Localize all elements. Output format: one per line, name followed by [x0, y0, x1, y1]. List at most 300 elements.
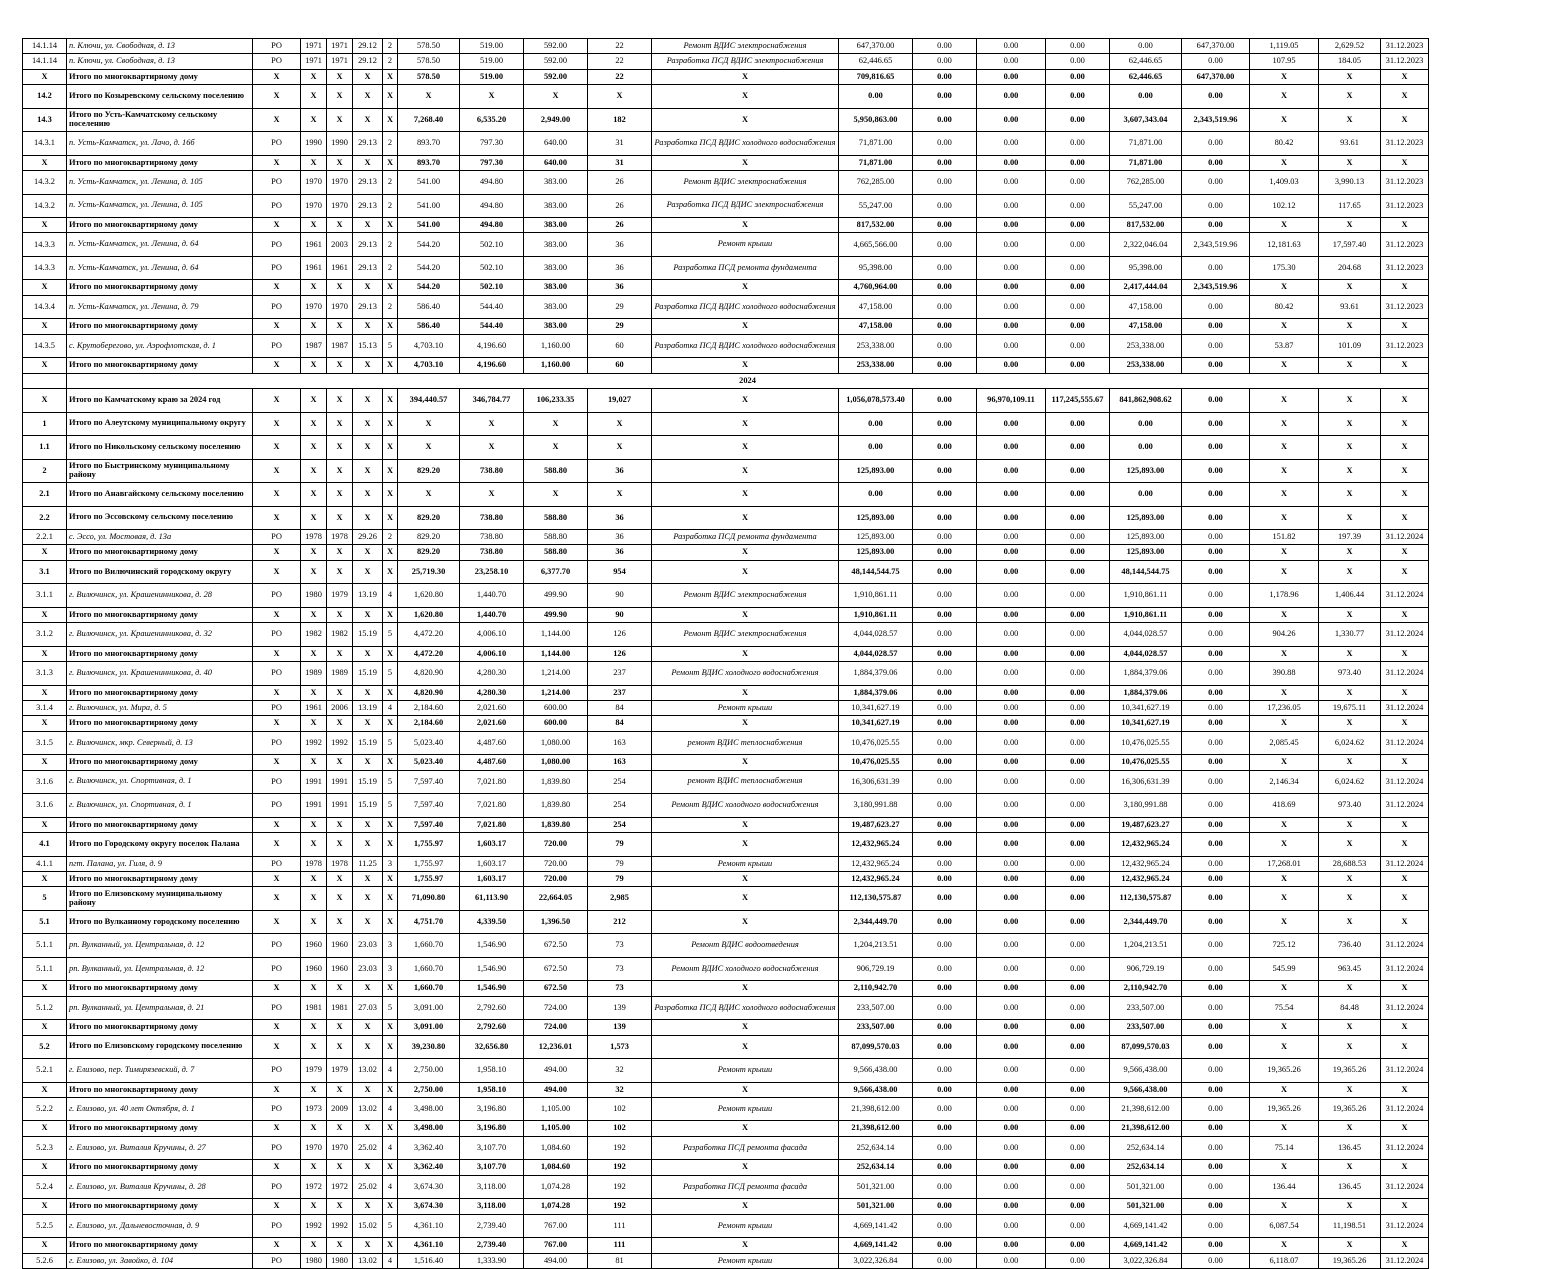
table-cell: 15.19 [353, 731, 383, 755]
table-cell: 107.95 [1250, 54, 1319, 69]
table-cell: X [652, 1020, 839, 1035]
table-cell: 0.00 [977, 910, 1046, 934]
table-cell: 3,107.70 [460, 1136, 524, 1160]
table-cell: 79 [588, 856, 652, 871]
table-cell: ремонт ВДИС теплоснабжения [652, 731, 839, 755]
table-cell: 2,085.45 [1250, 731, 1319, 755]
table-cell: X [652, 506, 839, 530]
table-cell: 0.00 [977, 506, 1046, 530]
table-cell: 1981 [301, 996, 327, 1020]
table-cell: 4,820.90 [398, 662, 460, 686]
table-cell: 182 [588, 108, 652, 132]
table-cell: 2,184.60 [398, 716, 460, 731]
table-cell: РО [253, 1136, 301, 1160]
table-cell: 2.2.1 [23, 530, 67, 545]
table-cell: 2,343,519.96 [1182, 233, 1250, 257]
table-cell: 1961 [327, 256, 353, 280]
table-cell: 84.48 [1319, 996, 1381, 1020]
table-cell: 10,476,025.55 [839, 731, 913, 755]
table-cell: 0.00 [1046, 1136, 1110, 1160]
table-cell: X [652, 1199, 839, 1214]
table-cell: 0.00 [913, 389, 977, 413]
table-cell: X [1381, 1082, 1429, 1097]
table-cell: 0.00 [977, 731, 1046, 755]
table-cell: 2,985 [588, 887, 652, 911]
table-cell: X [353, 1238, 383, 1253]
table-cell: X [301, 1121, 327, 1136]
table-cell: X [383, 910, 398, 934]
table-cell: 0.00 [1046, 981, 1110, 996]
table-cell: 31.12.2023 [1381, 171, 1429, 195]
table-cell: 17,236.05 [1250, 700, 1319, 715]
table-cell: X [353, 1020, 383, 1035]
table-cell: г. Елизово, ул. Завойко, д. 104 [67, 1253, 253, 1268]
table-cell: 95,398.00 [1110, 256, 1182, 280]
table-cell: 0.00 [1182, 817, 1250, 832]
table-cell: 588.80 [524, 545, 588, 560]
table-cell: X [301, 833, 327, 857]
table-cell: 0.00 [1182, 700, 1250, 715]
table-cell: 21,398,612.00 [1110, 1121, 1182, 1136]
table-row [23, 770, 1429, 794]
total-row [23, 607, 1429, 622]
table-cell: X [253, 1035, 301, 1059]
table-cell: 1,084.60 [524, 1160, 588, 1175]
table-cell: Ремонт крыши [652, 1253, 839, 1268]
table-cell: 2,739.40 [460, 1238, 524, 1253]
table-cell: 1,884,379.06 [1110, 685, 1182, 700]
table-cell: г. Елизово, пер. Тимирязевский, д. 7 [67, 1059, 253, 1083]
table-cell: 1971 [327, 54, 353, 69]
table-cell: X [353, 817, 383, 832]
table-cell: X [652, 545, 839, 560]
table-cell: 3,091.00 [398, 996, 460, 1020]
table-cell: X [383, 358, 398, 373]
table-cell: X [327, 1160, 353, 1175]
table-cell: 1,074.28 [524, 1175, 588, 1199]
table-cell: X [1250, 108, 1319, 132]
table-cell: пгт. Палана, ул. Гиля, д. 9 [67, 856, 253, 871]
table-cell: X [1381, 871, 1429, 886]
table-cell: Итого по Елизовскому городскому поселению [67, 1035, 253, 1059]
table-cell: X [327, 607, 353, 622]
table-cell: 5.1 [23, 910, 67, 934]
table-cell: X [353, 319, 383, 334]
table-cell: 0.00 [913, 280, 977, 295]
total-row [23, 69, 1429, 84]
table-cell: 494.80 [460, 194, 524, 218]
table-cell: X [253, 1238, 301, 1253]
table-cell: 136.45 [1319, 1136, 1381, 1160]
table-cell: 541.00 [398, 171, 460, 195]
table-cell: 0.00 [1182, 545, 1250, 560]
table-cell: 1970 [327, 1136, 353, 1160]
table-cell: 10,476,025.55 [1110, 755, 1182, 770]
table-cell: 26 [588, 194, 652, 218]
table-cell: X [253, 755, 301, 770]
table-cell: X [301, 1238, 327, 1253]
table-cell: 0.00 [1182, 483, 1250, 507]
table-cell: 0.00 [913, 483, 977, 507]
table-cell: 0.00 [1182, 957, 1250, 981]
table-cell: 0.00 [1046, 833, 1110, 857]
table-cell: X [1319, 1020, 1381, 1035]
table-cell: 19,487,623.27 [1110, 817, 1182, 832]
table-cell: 383.00 [524, 256, 588, 280]
table-cell: 1970 [327, 171, 353, 195]
table-cell: 501,321.00 [1110, 1199, 1182, 1214]
table-cell: X [1250, 506, 1319, 530]
table-cell: 0.00 [1046, 171, 1110, 195]
table-cell: X [383, 1020, 398, 1035]
table-cell: X [301, 817, 327, 832]
table-cell: РО [253, 584, 301, 608]
table-cell: 0.00 [1182, 1175, 1250, 1199]
table-cell: X [301, 981, 327, 996]
table-cell: X [1381, 1020, 1429, 1035]
table-cell: 545.99 [1250, 957, 1319, 981]
table-cell: X [1319, 155, 1381, 170]
table-cell: 0.00 [1046, 1253, 1110, 1268]
table-cell: 0.00 [977, 295, 1046, 319]
table-cell: Итого по многоквартирному дому [67, 155, 253, 170]
table-cell: 2003 [327, 233, 353, 257]
table-cell: 1,884,379.06 [1110, 662, 1182, 686]
table-cell: 5.1.1 [23, 957, 67, 981]
table-cell: 14.3.1 [23, 132, 67, 156]
table-cell: 0.00 [1182, 256, 1250, 280]
table-cell: 0.00 [913, 69, 977, 84]
table-cell: 15.02 [353, 1214, 383, 1238]
table-cell: 31.12.2024 [1381, 957, 1429, 981]
table-cell: 0.00 [977, 685, 1046, 700]
table-cell: 1,546.90 [460, 957, 524, 981]
table-cell: 19,027 [588, 389, 652, 413]
table-cell: X [1250, 1199, 1319, 1214]
table-cell: X [23, 358, 67, 373]
table-cell: X [327, 560, 353, 584]
table-cell: 1989 [301, 662, 327, 686]
table-row [23, 856, 1429, 871]
table-cell: X [652, 871, 839, 886]
table-cell: X [652, 685, 839, 700]
table-cell: 1,214.00 [524, 685, 588, 700]
table-cell: X [1381, 1199, 1429, 1214]
table-cell: X [652, 280, 839, 295]
table-cell: 9,566,438.00 [1110, 1059, 1182, 1083]
table-cell: 0.00 [1182, 334, 1250, 358]
table-cell: 5 [383, 623, 398, 647]
table-cell: 14.3.4 [23, 295, 67, 319]
table-cell: рп. Вулканный, ул. Центральная, д. 12 [67, 957, 253, 981]
table-cell: X [652, 646, 839, 661]
table-cell: 640.00 [524, 132, 588, 156]
table-cell: 0.00 [1046, 1035, 1110, 1059]
table-cell: 252,634.14 [839, 1160, 913, 1175]
table-cell: X [1381, 910, 1429, 934]
table-cell: X [652, 981, 839, 996]
table-cell: 1,620.80 [398, 607, 460, 622]
table-cell: 1,884,379.06 [839, 685, 913, 700]
table-cell: Итого по Вилючинский городскому округу [67, 560, 253, 584]
table-cell: 0.00 [913, 295, 977, 319]
table-cell: 0.00 [977, 358, 1046, 373]
table-cell: 4,361.10 [398, 1238, 460, 1253]
table-cell: 7,597.40 [398, 817, 460, 832]
table-cell: 0.00 [1182, 770, 1250, 794]
table-cell: 4,196.60 [460, 358, 524, 373]
table-cell: 87,099,570.03 [1110, 1035, 1182, 1059]
table-cell: X [1381, 755, 1429, 770]
table-cell: X [1250, 459, 1319, 483]
table-cell: X [1319, 755, 1381, 770]
table-cell: 1,178.96 [1250, 584, 1319, 608]
table-cell: 6,535.20 [460, 108, 524, 132]
table-cell: 29.13 [353, 194, 383, 218]
table-cell: X [1319, 108, 1381, 132]
table-cell: 0.00 [977, 1253, 1046, 1268]
table-cell: 163 [588, 731, 652, 755]
table-cell: 0.00 [1182, 155, 1250, 170]
table-cell: 817,532.00 [839, 218, 913, 233]
table-cell: 4,820.90 [398, 685, 460, 700]
table-cell: п. Усть-Камчатск, ул. Ленина, д. 64 [67, 256, 253, 280]
table-cell: 15.19 [353, 770, 383, 794]
table-cell: 1980 [327, 1253, 353, 1268]
table-cell: X [353, 1035, 383, 1059]
table-cell: X [1319, 1238, 1381, 1253]
table-cell: 0.00 [1182, 1097, 1250, 1121]
table-cell: X [23, 1082, 67, 1097]
table-cell: 0.00 [1182, 412, 1250, 436]
table-cell: 1,084.60 [524, 1136, 588, 1160]
table-cell: 0.00 [1182, 755, 1250, 770]
table-cell: 4.1 [23, 833, 67, 857]
table-cell: Разработка ПСД ВДИС холодного водоснабжения [652, 132, 839, 156]
table-cell: 13.02 [353, 1253, 383, 1268]
table-cell: X [1250, 646, 1319, 661]
table-cell: г. Вилючинск, мкр. Северный, д. 13 [67, 731, 253, 755]
table-cell: 31.12.2024 [1381, 731, 1429, 755]
table-cell: X [1319, 1160, 1381, 1175]
table-cell: X [1319, 716, 1381, 731]
table-cell: 499.90 [524, 607, 588, 622]
table-cell: 672.50 [524, 934, 588, 958]
table-cell: 192 [588, 1199, 652, 1214]
table-cell: 0.00 [1046, 319, 1110, 334]
table-cell: 0.00 [1182, 560, 1250, 584]
table-cell: 1979 [327, 584, 353, 608]
table-cell: 3,118.00 [460, 1175, 524, 1199]
table-cell: X [1319, 646, 1381, 661]
table-cell: 0.00 [1182, 218, 1250, 233]
table-cell: 3,180,991.88 [839, 794, 913, 818]
table-cell: X [301, 1082, 327, 1097]
table-cell: 0.00 [1046, 1214, 1110, 1238]
table-cell: Итого по многоквартирному дому [67, 755, 253, 770]
table-cell: 14.3.2 [23, 194, 67, 218]
table-cell: 499.90 [524, 584, 588, 608]
table-cell: X [652, 887, 839, 911]
table-cell: X [1250, 607, 1319, 622]
table-cell: 0.00 [1046, 506, 1110, 530]
table-cell: 0.00 [913, 833, 977, 857]
table-cell: 0.00 [1046, 1097, 1110, 1121]
table-cell: 36 [588, 506, 652, 530]
table-cell: X [301, 506, 327, 530]
table-cell: 36 [588, 233, 652, 257]
table-cell: 0.00 [913, 607, 977, 622]
table-cell: 0.00 [1046, 584, 1110, 608]
table-cell: 90 [588, 584, 652, 608]
table-cell: 15.19 [353, 623, 383, 647]
table-cell: X [1319, 607, 1381, 622]
table-cell: 95,398.00 [839, 256, 913, 280]
table-cell: 4 [383, 700, 398, 715]
table-cell: 93.61 [1319, 132, 1381, 156]
total-row [23, 1035, 1429, 1059]
table-cell: 102 [588, 1097, 652, 1121]
table-cell: X [1381, 1160, 1429, 1175]
table-cell: 1,603.17 [460, 833, 524, 857]
table-cell: 0.00 [1182, 607, 1250, 622]
table-cell: 0.00 [1046, 194, 1110, 218]
table-cell: 36 [588, 280, 652, 295]
table-cell: X [353, 69, 383, 84]
table-cell: 4,044,028.57 [1110, 623, 1182, 647]
table-cell: 588.80 [524, 459, 588, 483]
table-cell: X [353, 887, 383, 911]
table-cell: 501,321.00 [839, 1175, 913, 1199]
table-cell: 0.00 [977, 1121, 1046, 1136]
table-cell: 0.00 [977, 887, 1046, 911]
table-cell: 79 [588, 871, 652, 886]
table-cell: 0.00 [977, 171, 1046, 195]
table-cell: X [253, 108, 301, 132]
table-cell: X [301, 412, 327, 436]
table-cell: X [383, 871, 398, 886]
table-cell: 0.00 [977, 1160, 1046, 1175]
table-cell: 4,669,141.42 [1110, 1214, 1182, 1238]
table-cell: X [353, 981, 383, 996]
table-cell: 578.50 [398, 39, 460, 54]
table-cell: 3,362.40 [398, 1136, 460, 1160]
table-cell: 0.00 [1182, 716, 1250, 731]
table-cell: 383.00 [524, 194, 588, 218]
table-cell: 1,144.00 [524, 646, 588, 661]
table-cell: 519.00 [460, 69, 524, 84]
table-cell: X [353, 459, 383, 483]
table-cell: 111 [588, 1214, 652, 1238]
table-cell: 125,893.00 [1110, 506, 1182, 530]
table-cell: 3,498.00 [398, 1097, 460, 1121]
table-cell: 4,669,141.42 [839, 1214, 913, 1238]
table-cell: 0.00 [977, 623, 1046, 647]
table-cell: 1972 [327, 1175, 353, 1199]
table-cell: 0.00 [1182, 389, 1250, 413]
table-cell: 0.00 [1046, 218, 1110, 233]
table-cell: 163 [588, 755, 652, 770]
table-cell: X [1319, 560, 1381, 584]
total-row [23, 1199, 1429, 1214]
table-cell: 233,507.00 [1110, 996, 1182, 1020]
table-cell: 1 [23, 412, 67, 436]
table-cell: 0.00 [913, 1238, 977, 1253]
table-cell: 494.00 [524, 1059, 588, 1083]
table-cell: 0.00 [1182, 1020, 1250, 1035]
table-cell: X [353, 871, 383, 886]
table-cell: X [23, 280, 67, 295]
table-cell: 0.00 [977, 646, 1046, 661]
table-cell: X [1381, 817, 1429, 832]
table-cell: 5.1.2 [23, 996, 67, 1020]
table-cell: 36 [588, 530, 652, 545]
table-cell: 494.80 [460, 171, 524, 195]
table-cell: 0.00 [913, 545, 977, 560]
table-cell: 829.20 [398, 459, 460, 483]
table-cell: 1,755.97 [398, 871, 460, 886]
table-cell: X [327, 459, 353, 483]
table-cell: 519.00 [460, 39, 524, 54]
table-cell: 125,893.00 [1110, 459, 1182, 483]
table-cell: X [253, 1082, 301, 1097]
table-cell: 0.00 [913, 856, 977, 871]
table-cell: X [1250, 1121, 1319, 1136]
table-cell: X [1250, 910, 1319, 934]
table-cell: Итого по многоквартирному дому [67, 871, 253, 886]
table-cell: X [253, 459, 301, 483]
table-cell: 0.00 [1182, 295, 1250, 319]
table-cell: 600.00 [524, 716, 588, 731]
table-cell: 5 [383, 731, 398, 755]
table-cell: 0.00 [1182, 662, 1250, 686]
table-cell: 14.3 [23, 108, 67, 132]
table-cell: 6,118.07 [1250, 1253, 1319, 1268]
table-cell: 4,006.10 [460, 623, 524, 647]
table-cell: 0.00 [913, 1136, 977, 1160]
table-cell: 3 [383, 957, 398, 981]
table-cell: 0.00 [977, 833, 1046, 857]
table-cell: 738.80 [460, 545, 524, 560]
capital-repair-table [22, 38, 1429, 1269]
table-cell: Итого по Елизовскому муниципальному району [67, 887, 253, 911]
table-cell: X [383, 817, 398, 832]
table-cell: Ремонт ВДИС холодного водоснабжения [652, 957, 839, 981]
table-cell: 0.00 [977, 39, 1046, 54]
table-cell: 62,446.65 [1110, 54, 1182, 69]
table-cell: X [1250, 817, 1319, 832]
table-cell: 973.40 [1319, 662, 1381, 686]
table-cell: 4,665,566.00 [839, 233, 913, 257]
table-cell: 197.39 [1319, 530, 1381, 545]
table-cell: X [1250, 887, 1319, 911]
table-cell: 31.12.2023 [1381, 194, 1429, 218]
table-cell: 10,341,627.19 [839, 700, 913, 715]
table-cell: X [353, 685, 383, 700]
table-cell: 1,080.00 [524, 731, 588, 755]
table-cell: X [253, 887, 301, 911]
table-cell: 16,306,631.39 [839, 770, 913, 794]
table-cell: X [652, 1238, 839, 1253]
table-cell: 4,280.30 [460, 685, 524, 700]
table-cell: X [327, 319, 353, 334]
table-cell: X [1250, 389, 1319, 413]
table-cell: 0.00 [977, 319, 1046, 334]
table-cell: 2,021.60 [460, 716, 524, 731]
table-cell: 32 [588, 1059, 652, 1083]
table-cell: г. Вилючинск, ул. Спортивная, д. 1 [67, 794, 253, 818]
table-cell: 25.02 [353, 1175, 383, 1199]
